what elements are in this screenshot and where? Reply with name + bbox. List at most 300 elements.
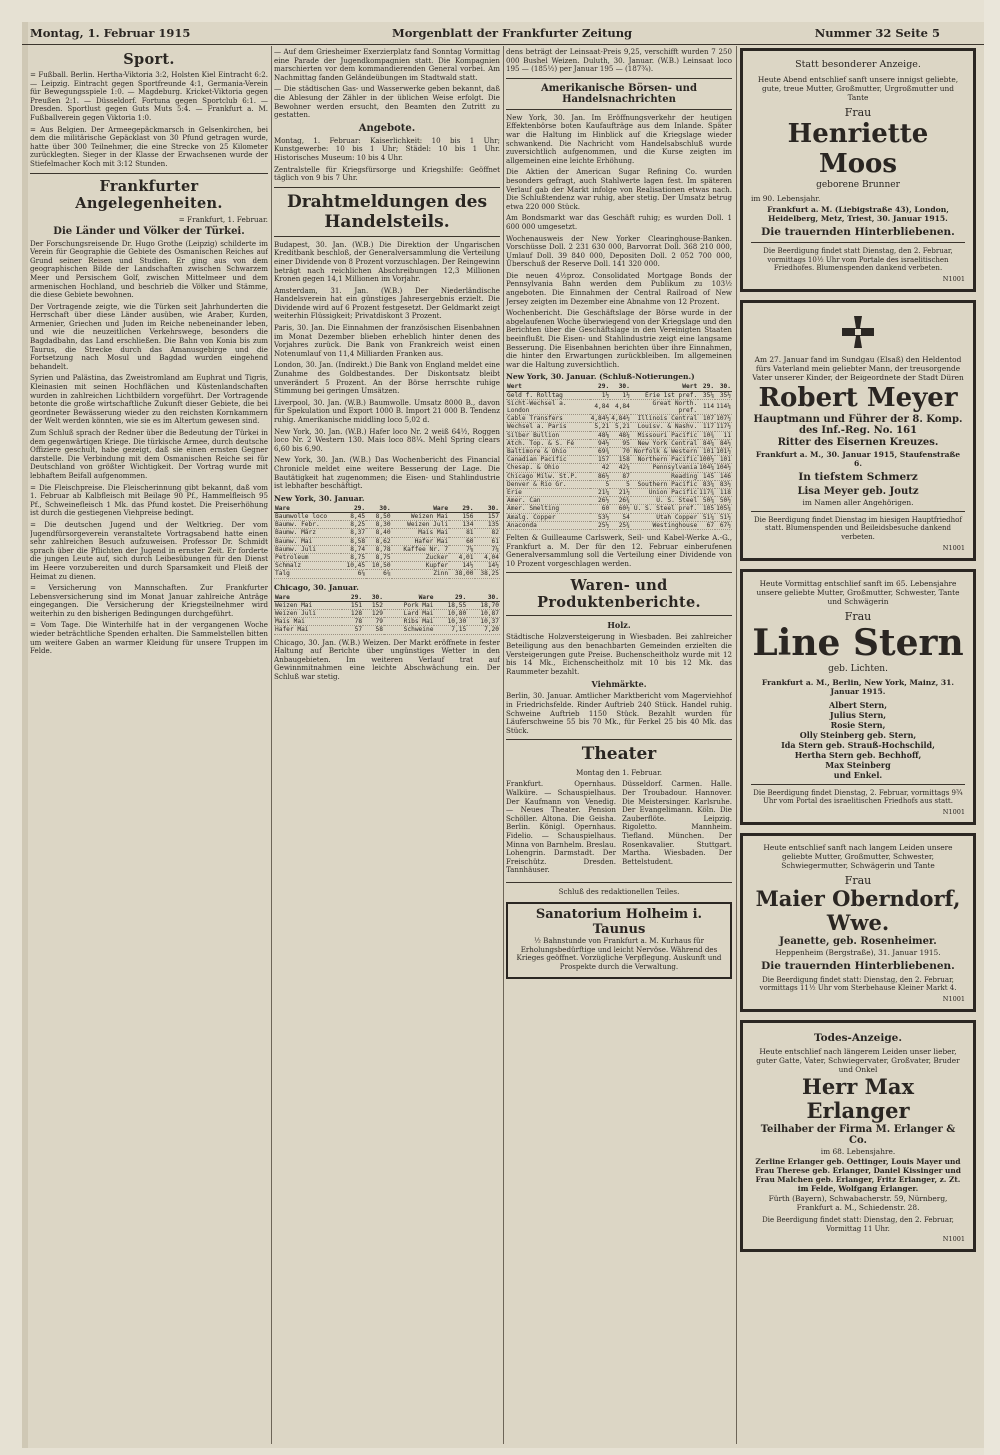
article-paragraph: = Die deutschen Jugend und der Weltkrieg. Der vom Jugendfürsorgeverein veranstaltete Vortragsabend hatte einen sehr zahlreichen Besuch aufzuweisen. Professor Dr. Schmidt sprach über die Pflichten der Jugend in ernster Zeit. Er forderte die jungen Leute auf, sich durch Leibesübungen für den Dienst im Heere vorzubereiten und durch Sparsamkeit und Fleiß der Heimat zu dienen.	[30, 519, 268, 581]
obituary-stern	[740, 569, 976, 825]
table-cell: 7⅛	[449, 545, 474, 553]
table-cell: 18,70	[467, 601, 500, 609]
section-divider	[506, 739, 732, 740]
table-cell: 117	[698, 423, 715, 431]
obituary-intro: Heute Abend entschlief sanft unsere innigst geliebte, gute, treue Mutter, Großmutter, Urgroßmutter und Tante	[757, 75, 959, 102]
article-paragraph: Am Bondsmarkt war das Geschäft ruhig; es wurden Doll. 1 600 000 umgesetzt.	[506, 213, 732, 231]
obituary-name: Robert Meyer	[758, 382, 958, 413]
table-cell: Petroleum	[274, 553, 341, 561]
sport-article: = Fußball. Berlin. Hertha-Viktoria 3:2, Holsten Kiel Eintracht 6:2. — Leipzig. Eintracht gegen Sportfreunde 4:1, Germania-Verein für Bewegungsspiele 1:0. — Magdeburg. Kricket-Viktoria gegen Preußen 2:1. — Düsseldorf. Fortuna gegen Sportclub 6:1. — Dresden. Sportlust gegen Guts Muts 5:4. — Frankfurt a. M. Fußballverein gegen Viktoria 1:0.	[30, 70, 268, 122]
article-paragraph: — Die städtischen Gas- und Wasserwerke geben bekannt, daß die Ablesung der Zähler in der üblichen Weise erfolgt. Die Bewohner werden ersucht, den Beamten den Zutritt zu gestatten.	[274, 84, 500, 120]
table-cell: Talg	[274, 570, 341, 578]
table-cell: Baumw. Juli	[274, 545, 341, 553]
table-cell: 84½	[715, 439, 732, 447]
obituary-meyer	[740, 300, 976, 561]
table-cell: Amer. Can	[506, 497, 590, 505]
table-cell: 7¼	[475, 545, 500, 553]
obituary-header: Statt besonderer Anzeige.	[795, 59, 921, 70]
page-edge	[22, 22, 28, 1448]
table-row	[506, 521, 732, 529]
relative-name: Rosie Stern,	[830, 719, 886, 730]
table-caption: New York, 30. Januar. (Schluß-Notierungen.)	[506, 372, 695, 382]
column-header: 30.	[363, 594, 384, 602]
table-cell: 6⅞	[341, 570, 366, 578]
obituary-relatives: Zerline Erlanger geb. Oettinger, Louis Mayer und Frau Therese geb. Erlanger, Daniel Kissinger und Frau Malchen geb. Erlanger, Fritz Erlanger, z. Zt. im Felde, Wolfgang Erlanger.	[755, 1156, 961, 1193]
table-cell: Weizen Juli	[274, 609, 342, 617]
notices-heading: Angebote.	[358, 122, 416, 134]
obituary-honor: Ritter des Eisernen Kreuzes.	[777, 436, 939, 448]
table-row	[506, 448, 732, 456]
table-cell: 10,50	[366, 562, 391, 570]
table-cell: 10,87	[467, 609, 500, 617]
table-cell: 54	[610, 513, 631, 521]
table-row	[274, 553, 500, 561]
column-obituaries	[740, 48, 976, 1448]
table-cell: 8,74	[341, 545, 366, 553]
table-cell: 35¼	[698, 391, 715, 399]
table-cell: 51½	[715, 513, 732, 521]
stock-quotes-table	[506, 383, 732, 530]
column-rule	[271, 46, 272, 1444]
table-cell: Anaconda	[506, 521, 590, 529]
table-cell: 107	[698, 415, 715, 423]
telegram-item: New York, 30. Jan. (W.B.) Das Wochenbericht des Financial Chronicle meldet eine weitere Besserung der Lage. Die Bautätigkeit hat zugenommen; die Eisen- und Stahlindustrie ist lebhafter beschäftigt.	[274, 455, 500, 491]
obituary-moos	[740, 48, 976, 292]
obituary-intro: Heute Vormittag entschlief sanft im 65. Lebensjahre unsere geliebte Mutter, Großmutter, Schwester, Tante und Schwägerin	[756, 578, 960, 606]
table-cell: 8,78	[366, 545, 391, 553]
table-cell: 10¾	[698, 431, 715, 439]
table-cell: U. S. Steel	[631, 497, 698, 505]
table-cell: 8,58	[341, 537, 366, 545]
table-cell: 84¼	[698, 439, 715, 447]
obituary-family: im Namen aller Angehörigen.	[802, 497, 914, 507]
article-paragraph: = Die Fleischpreise. Die Fleischerinnung gibt bekannt, daß vom 1. Februar ab Kalbfleisch mit Beilage 90 Pf., Hammelfleisch 95 Pf., Schweinefleisch 1 Mk. das Pfund kostet. Die Preiserhöhung ist durch die gestiegenen Viehpreise bedingt.	[30, 482, 268, 518]
newspaper-page	[22, 22, 984, 1448]
article-paragraph: Zum Schluß sprach der Redner über die Bedeutung der Türkei in dem gegenwärtigen Kriege. Die türkische Armee, durch deutsche Offiziere geschult, habe gezeigt, daß sie einen ernsten Gegner darstelle. Die Verbindung mit dem Osmanischen Reiche sei für Deutschland von größter Wichtigkeit. Der Vortrag wurde mit lebhaftem Beifall aufgenommen.	[30, 428, 268, 480]
table-row	[506, 415, 732, 423]
table-cell: 158	[610, 456, 631, 464]
sport-article: = Aus Belgien. Der Armeegepäckmarsch in Gelsenkirchen, bei dem die militärische Gepäcklast von 30 Pfund getragen wurde, hatte über 300 Teilnehmer, die eine Strecke von 25 Kilometer zurücklegten. Sieger in der Klasse der Erwachsenen wurde der Stiefelmacher Koch mit 3:12 Stunden.	[30, 124, 268, 168]
table-cell: Union Pacific	[631, 489, 698, 497]
table-cell: Erie 1st pref.	[631, 391, 698, 399]
obituary-places: Heppenheim (Bergstraße), 31. Januar 1915.	[775, 947, 941, 957]
table-row	[506, 439, 732, 447]
column-header: 29.	[590, 383, 611, 391]
column-header: 30.	[715, 383, 732, 391]
table-cell: 8,45	[341, 512, 366, 520]
column-rule	[736, 46, 737, 1444]
column-header: 29.	[698, 383, 715, 391]
table-cell: 14½	[449, 562, 474, 570]
table-cell: Weizen Juli	[392, 521, 450, 529]
obituary-age: im 90. Lebensjahr.	[751, 194, 821, 203]
table-cell: 146	[715, 472, 732, 480]
section-divider	[274, 187, 500, 188]
table-cell: Great North. pref.	[631, 399, 698, 414]
end-of-editorial: Schluß des redaktionellen Teiles.	[558, 886, 680, 896]
table-cell: 156	[449, 512, 474, 520]
telegram-item: Budapest, 30. Jan. (W.B.) Die Direktion der Ungarischen Kreditbank beschloß, der Generalversammlung die Verteilung einer Dividende von 8 Prozent vorzuschlagen. Der Reingewinn beträgt nach reichlichen Abschreibungen 12,3 Millionen Kronen gegen 14,1 Millionen im Vorjahr.	[274, 239, 500, 284]
page-margin	[984, 0, 1000, 1455]
table-cell: 83¼	[698, 480, 715, 488]
table-cell: 18,55	[434, 601, 467, 609]
table-cell: 38,25	[475, 570, 500, 578]
table-row	[506, 505, 732, 513]
subsection-heading: Holz.	[607, 620, 631, 631]
table-cell: 157	[590, 456, 611, 464]
table-cell: 114¼	[715, 399, 732, 414]
table-cell: 8,75	[341, 553, 366, 561]
article-paragraph: Berlin, 30. Januar. Amtlicher Marktbericht vom Magerviehhof in Friedrichsfelde. Rinder Auftrieb 240 Stück. Handel ruhig. Schweine Auftrieb 1150 Stück. Bezahlt wurden für Läuferschweine 55 bis 70 Mk., für Ferkel 25 bis 40 Mk. das Stück.	[506, 691, 732, 735]
table-cell: 7,15	[434, 626, 467, 634]
obituary-birthname: Jeanette, geb. Rosenheimer.	[779, 935, 937, 947]
table-cell: Baltimore & Ohio	[506, 448, 590, 456]
obituary-erlanger	[740, 1020, 976, 1252]
table-row	[274, 545, 500, 553]
table-cell: 117½	[716, 423, 731, 431]
table-cell: Amalg. Copper	[506, 513, 590, 521]
table-cell: 94½	[590, 439, 611, 447]
table-cell: 57	[342, 626, 363, 634]
table-row	[274, 537, 500, 545]
table-cell: 105¼	[716, 505, 731, 513]
table-cell: 101½	[716, 448, 731, 456]
article-headline: Die Länder und Völker der Türkei.	[53, 225, 245, 237]
article-paragraph: dens beträgt der Leinsaat-Preis 9,25, verschifft wurden 7 250 000 Bushel Weizen. Duluth, 30. Januar. (W.B.) Leinsaat loco 195 — (185½) per Januar 195 — (187¾).	[506, 48, 732, 74]
table-cell: 100½	[699, 456, 715, 464]
table-cell: 151	[342, 601, 363, 609]
telegrams-heading: Drahtmeldungen des Handelsteils.	[286, 191, 488, 232]
table-cell: 10,80	[434, 609, 467, 617]
table-cell: 5	[590, 480, 611, 488]
table-cell: Baumw. März	[274, 529, 341, 537]
obituary-birthname: geb. Lichten.	[828, 663, 888, 674]
table-cell: Louisv. & Nashv.	[631, 423, 698, 431]
local-news-heading: Frankfurter Angelegenheiten.	[75, 177, 223, 212]
table-cell: 60½	[610, 505, 631, 513]
table-cell: 5,21	[610, 423, 631, 431]
table-cell: 61	[475, 537, 500, 545]
table-cell: 4,84½	[611, 415, 630, 423]
table-cell: Westinghouse	[631, 521, 698, 529]
table-cell: Pennsylvania	[631, 464, 698, 472]
column-header: 30.	[475, 505, 500, 513]
column-header: 29.	[449, 505, 474, 513]
table-cell: Reading	[631, 472, 698, 480]
relative-name: Hertha Stern geb. Bechhoff,	[794, 749, 922, 760]
obituary-relatives	[751, 700, 965, 780]
table-cell: Chicago Milw. St.P.	[506, 472, 590, 480]
table-row	[506, 423, 732, 431]
table-cell: Denver & Rio Gr.	[506, 480, 590, 488]
theater-list: Frankfurt. Opernhaus. Walküre. — Schauspielhaus. Der Kaufmann von Venedig. — Neues Theater. Pension Schöller. Altona. Die Geisha. Berlin. Königl. Opernhaus. Fidelio. — Schauspielhaus. Minna von Barnhelm. Breslau. Lohengrin. Darmstadt. Der Freischütz. Dresden. Tannhäuser.	[506, 779, 616, 875]
table-row	[506, 464, 732, 472]
table-cell: 38,00	[449, 570, 474, 578]
obituary-funeral-info: Die Beerdigung findet statt Dienstag, den 2. Februar, vormittags 10½ Uhr vom Portale des israelitischen Friedhofes. Blumenspenden dankend verbeten.	[763, 247, 953, 273]
obituary-title: Frau	[844, 873, 872, 887]
table-cell: 58	[363, 626, 384, 634]
table-cell: Utah Copper	[631, 513, 698, 521]
obituary-funeral-info: Die Beerdigung findet statt: Dienstag, den 2. Februar, vormittags 11½ Uhr vom Sterbehause Kleiner Markt 4.	[759, 975, 957, 993]
obituary-mourners: Die trauernden Hinterbliebenen.	[761, 226, 955, 238]
table-cell: Illinois Central	[631, 415, 698, 423]
column-header: 30.	[366, 505, 391, 513]
table-header-row	[506, 383, 732, 391]
table-cell: 79	[363, 618, 384, 626]
table-cell: Ribs Mai	[384, 618, 434, 626]
table-cell: Weizen Mai	[274, 601, 342, 609]
table-cell: 4,04	[475, 553, 500, 561]
table-cell: Baumwolle loco	[274, 512, 341, 520]
table-row	[506, 472, 732, 480]
table-cell: 53½	[590, 513, 611, 521]
table-cell: Mais Mai	[274, 618, 342, 626]
american-markets-heading: Amerikanische Börsen- und Handelsnachrichten	[541, 82, 697, 105]
table-cell: New York Central	[631, 439, 698, 447]
table-cell: 8,37	[341, 529, 366, 537]
telegram-item: Amsterdam, 31. Jan. (W.B.) Der Niederländische Handelsverein hat ein günstiges Jahresergebnis erzielt. Die Dividende wird auf 6 Prozent festgesetzt. Der Geldmarkt zeigt weiterhin Flüssigkeit; Privatdiskont 3 Prozent.	[274, 285, 500, 321]
table-row	[506, 497, 732, 505]
table-cell: 4,01	[449, 553, 474, 561]
column-commerce-telegrams	[274, 48, 500, 1448]
ad-code: N1001	[942, 807, 965, 816]
table-cell: 48⅛	[590, 431, 611, 439]
table-cell: Chesap. & Ohio	[506, 464, 590, 472]
obituary-mourners: Die trauernden Hinterbliebenen.	[761, 959, 955, 972]
table-cell: Hafer Mai	[392, 537, 450, 545]
column-american-markets	[506, 48, 732, 1448]
theater-list: Düsseldorf. Carmen. Halle. Der Troubadour. Hannover. Die Meistersinger. Karlsruhe. Der Evangelimann. Köln. Die Zauberflöte. Leipzig. Rigoletto. Mannheim. Tiefland. München. Der Rosenkavalier. Stuttgart. Martha. Wiesbaden. Der Bettelstudent.	[622, 779, 732, 866]
table-cell: Erie	[506, 489, 590, 497]
relative-name: Julius Stern,	[829, 709, 887, 720]
table-caption: New York, 30. Januar.	[274, 493, 365, 503]
table-row	[274, 521, 500, 529]
table-cell: 14½	[475, 562, 500, 570]
table-cell: 129	[363, 609, 384, 617]
table-cell: Norfolk & Western	[631, 448, 698, 456]
table-cell: 104½	[716, 464, 731, 472]
masthead-title: Morgenblatt der Frankfurter Zeitung	[392, 26, 633, 40]
table-cell: 26½	[590, 497, 611, 505]
table-row	[506, 480, 732, 488]
column-header: 29.	[342, 594, 363, 602]
obituary-funeral-info: Die Beerdigung findet Dienstag, 2. Februar, vormittags 9¾ Uhr vom Portal des israelitischen Friedhofs aus statt.	[753, 788, 963, 806]
table-cell: 128	[342, 609, 363, 617]
column-header: Wert	[631, 383, 698, 391]
section-divider	[274, 236, 500, 237]
obituary-rank: Hauptmann und Führer der 8. Komp. des Inf.-Reg. No. 161	[753, 413, 963, 436]
table-header-row	[274, 594, 500, 602]
table-cell: Northern Pacific	[631, 456, 698, 464]
table-caption: Chicago, 30. Januar.	[274, 582, 359, 592]
article-paragraph: — Auf dem Griesheimer Exerzierplatz fand Sonntag Vormittag eine Parade der Jugendkompagnien statt. Die Kompagnien marschierten vor dem kommandierenden General vorbei. Am Nachmittag fanden Geländeübungen im Stadtwald statt.	[274, 48, 500, 82]
article-paragraph: Die neuen 4½proz. Consolidated Mortgage Bonds der Pennsylvania Bahn werden dem Publikum zu 103½ angeboten. Die Einnahmen der Central Railroad of New Jersey zeigten im Dezember eine Abnahme von 12 Prozent.	[506, 270, 732, 306]
article-paragraph: Felten & Guilleaume Carlswerk, Seil- und Kabel-Werke A.-G., Frankfurt a. M. Der für den 12. Februar einberufenen Generalversammlung soll die Verteilung einer Dividende von 10 Prozent vorgeschlagen werden.	[506, 533, 732, 568]
table-row	[274, 601, 500, 609]
table-cell: 86½	[590, 472, 611, 480]
table-cell: 82	[475, 529, 500, 537]
table-cell: 6⅞	[366, 570, 391, 578]
obituary-age: im 68. Lebensjahre.	[820, 1146, 896, 1156]
table-row	[274, 562, 500, 570]
article-paragraph: New York, 30. Jan. Im Eröffnungsverkehr der heutigen Effektenbörse boten Kaufaufträge aus dem Inlande. Später war die Haltung im Hinblick auf die Kriegslage wieder schwankend. Die Nachricht vom Handelsabschluß wurde zuversichtlich aufgenommen, und die Kurse zeigten im allgemeinen eine leichte Erhöhung.	[506, 112, 732, 165]
table-cell: 21¼	[590, 489, 611, 497]
article-paragraph: Wochenausweis der New Yorker Clearinghouse-Banken. Vorschüsse Doll. 2 231 630 000, Barvorrat Doll. 368 210 000, Umlauf Doll. 39 840 000, Depositen Doll. 2 052 700 000, Überschuß der Reserve Doll. 141 320 000.	[506, 233, 732, 269]
table-cell: 104¼	[699, 464, 715, 472]
obituary-funeral-info: Die Beerdigung findet Dienstag im hiesigen Hauptfriedhof statt. Blumenspenden und Beileidsbesuche dankend verbeten.	[754, 515, 962, 541]
table-cell: Lard Mai	[384, 609, 434, 617]
table-cell: 50¼	[698, 497, 715, 505]
section-divider	[751, 511, 965, 512]
table-cell: 67	[698, 521, 715, 529]
table-cell: Geld f. Rolltag	[506, 391, 590, 399]
masthead	[22, 22, 984, 45]
table-cell: 78	[342, 618, 363, 626]
table-cell: Kupfer	[392, 562, 450, 570]
article-paragraph: Die Aktien der American Sugar Refining Co. wurden besonders gefragt, auch Stahlwerte lagen fest. Im späteren Verlauf gab der Markt infolge von Realisationen etwas nach. Die Schlußtendenz war ruhig, aber stetig. Der Umsatz betrug etwa 220 000 Stück.	[506, 167, 732, 211]
table-cell: 51¼	[698, 513, 715, 521]
table-cell: 83½	[715, 480, 732, 488]
section-divider	[30, 173, 268, 174]
column-header: Ware	[384, 594, 434, 602]
obituary-oberndorf	[740, 833, 976, 1012]
obituary-places: Frankfurt a. M., Berlin, New York, Mainz, 31. Januar 1915.	[761, 677, 955, 696]
table-cell: Baumw. Febr.	[274, 521, 341, 529]
table-cell: 42	[590, 464, 611, 472]
section-divider	[506, 615, 732, 616]
theater-listings	[506, 780, 732, 878]
notice-text: Montag, 1. Februar: Kaiserlichkeit: 10 bis 1 Uhr; Kunstgewerbe: 10 bis 1 Uhr; Städel: 10 bis 1 Uhr. Historisches Museum: 10 bis 4 Uhr.	[274, 135, 500, 162]
table-cell: 10,30	[434, 618, 467, 626]
table-cell: Zinn	[392, 570, 450, 578]
article-paragraph: = Vom Tage. Die Winterhilfe hat in der vergangenen Woche wieder beträchtliche Spenden erhalten. Die Sammelstellen bitten um weitere Gaben an warmer Kleidung für unsere Truppen im Felde.	[30, 620, 268, 656]
telegram-item: Liverpool, 30. Jan. (W.B.) Baumwolle. Umsatz 8000 B., davon für Spekulation und Export 1000 B. Import 21 000 B. Tendenz ruhig. Amerikanische middling loco 5,02 d.	[274, 397, 500, 424]
article-paragraph: Der Vortragende zeigte, wie die Türken seit Jahrhunderten die Herrschaft über diese Länder ausüben, wie Araber, Kurden, Armenier, Griechen und Juden im Reiche nebeneinander leben, und wie die neuzeitlichen Verkehrswege, besonders die Bagdadbahn, das Land erschließen. Die Bahn von Konia bis zum Taurus, die Strecke durch das Amanusgebirge und die Fortsetzung nach Mosul und Bagdad wurden eingehend behandelt.	[30, 301, 268, 371]
table-cell: 67½	[715, 521, 732, 529]
table-row	[274, 609, 500, 617]
table-cell: 8,75	[366, 553, 391, 561]
column-header: 29.	[341, 505, 366, 513]
table-cell: 5,21	[590, 423, 611, 431]
table-cell: 1½	[610, 391, 631, 399]
obituary-birthname: geborene Brunner	[816, 180, 900, 190]
obituary-places: Frankfurt a. M. (Liebigstraße 43), London, Heidelberg, Metz, Triest, 30. Januar 1915.	[767, 205, 949, 223]
obituary-name: Maier Oberndorf, Wwe.	[755, 885, 961, 935]
table-cell: 50½	[715, 497, 732, 505]
obituary-name: Herr Max Erlanger	[801, 1073, 914, 1123]
table-cell: 26¾	[610, 497, 631, 505]
sanatorium-title: Sanatorium Holheim i. Taunus	[535, 906, 703, 937]
relative-name: Olly Steinberg geb. Stern,	[799, 729, 917, 740]
table-cell: 4,84	[590, 399, 611, 414]
table-cell: Cable Transfers	[506, 415, 590, 423]
section-divider	[506, 882, 732, 883]
sport-heading: Sport.	[123, 51, 175, 68]
table-cell: 101	[698, 448, 715, 456]
table-cell: 8,40	[366, 529, 391, 537]
ad-code: N1001	[942, 274, 965, 283]
column-rule	[503, 46, 504, 1444]
table-cell: 10,45	[341, 562, 366, 570]
table-row	[274, 570, 500, 578]
obituary-funeral-info: Die Beerdigung findet statt: Dienstag, den 2. Februar, Vormittag 11 Uhr.	[762, 1215, 954, 1233]
iron-cross-icon	[839, 313, 877, 351]
table-cell: 7,20	[467, 626, 500, 634]
ad-code: N1001	[942, 543, 965, 552]
table-cell: Southern Pacific	[631, 480, 698, 488]
obituary-grief: In tiefstem Schmerz	[798, 470, 918, 483]
table-cell: 118	[715, 489, 732, 497]
masthead-date: Montag, 1. Februar 1915	[30, 26, 191, 40]
table-cell: 10,37	[467, 618, 500, 626]
table-cell: 117¾	[699, 489, 715, 497]
table-cell: Kaffee Nr. 7	[392, 545, 450, 553]
table-cell: 157	[475, 512, 500, 520]
relative-name: und Enkel.	[833, 769, 883, 780]
table-cell: Sicht-Wechsel a. London	[506, 399, 590, 414]
relative-name: Ida Stern geb. Strauß-Hochschild,	[781, 739, 935, 750]
table-row	[274, 626, 500, 634]
table-cell: 8,30	[366, 521, 391, 529]
table-cell: 8,25	[341, 521, 366, 529]
table-cell: Schmalz	[274, 562, 341, 570]
table-row	[506, 431, 732, 439]
table-cell: Pork Mai	[384, 601, 434, 609]
table-cell: 1½	[590, 391, 611, 399]
telegram-item: Paris, 30. Jan. Die Einnahmen der französischen Eisenbahnen im Monat Dezember blieben erheblich hinter denen des Vorjahres zurück. Die Bank von Frankreich weist einen Notenumlauf von 11,4 Milliarden Franken aus.	[274, 323, 500, 358]
article-paragraph: = Versicherung von Mannschaften. Zur Frankfurter Lebensversicherung sind im Monat Januar zahlreiche Anträge eingegangen. Die Versicherung der Kriegsteilnehmer wird weiterhin zu den bisherigen Bedingungen durchgeführt.	[30, 583, 268, 618]
table-cell: 21½	[610, 489, 631, 497]
table-cell: Missouri Pacific	[631, 431, 698, 439]
table-cell: Weizen Mai	[392, 512, 450, 520]
column-header: Ware	[274, 505, 341, 513]
obituary-firm: Teilhaber der Firma M. Erlanger & Co.	[760, 1123, 956, 1146]
obituary-header: Todes-Anzeige.	[814, 1031, 902, 1044]
table-row	[274, 529, 500, 537]
obituary-intro: Heute entschlief sanft nach langem Leiden unsere geliebte Mutter, Großmutter, Schwester, Schwiegermutter, Schwägerin und Tante	[763, 842, 953, 870]
obituary-places: Fürth (Bayern), Schwabacherstr. 59, Nürnberg, Frankfurt a. M., Schiedenstr. 28.	[768, 1193, 948, 1212]
table-cell: 105	[698, 505, 715, 513]
table-header-row	[274, 505, 500, 513]
table-cell: 101	[715, 456, 732, 464]
column-header: Ware	[392, 505, 450, 513]
ad-code: N1001	[942, 1235, 965, 1244]
table-cell: 60	[590, 505, 611, 513]
table-cell: 25½	[590, 521, 611, 529]
table-cell: 87	[610, 472, 631, 480]
table-cell: Schweine	[384, 626, 434, 634]
notice-text: Zentralstelle für Kriegsfürsorge und Kriegshilfe: Geöffnet täglich von 9 bis 7 Uhr.	[274, 164, 500, 183]
obituary-intro: Am 27. Januar fand im Sundgau (Elsaß) den Heldentod fürs Vaterland mein geliebter Mann, der treusorgende Vater unserer Kinder, der Beigeordnete der Stadt Düren	[752, 354, 964, 382]
table-cell: 11	[715, 431, 732, 439]
table-row	[274, 618, 500, 626]
table-row	[506, 391, 732, 399]
section-divider	[751, 242, 965, 243]
table-cell: Amer. Smelting	[506, 505, 590, 513]
telegram-item: New York, 30. Jan. (W.B.) Hafer loco Nr. 2 weiß 64½, Roggen loco Nr. 2 Western 130. Mais loco 88¼. Mehl Spring clears 6,60 bis 6,90.	[274, 426, 500, 453]
obituary-widow: Lisa Meyer geb. Joutz	[797, 485, 919, 497]
obituary-name: Henriette Moos	[787, 119, 929, 179]
obituary-title: Frau	[844, 106, 872, 119]
table-cell: U. S. Steel pref.	[631, 505, 698, 513]
sanatorium-text: ½ Bahnstunde von Frankfurt a. M. Kurhaus für Erholungsbedürftige und leicht Nervöse. Während des Krieges geöffnet. Vorzügliche Verpflegung. Auskunft und Prospekte durch die Verwaltung.	[516, 935, 722, 971]
table-cell: Mais Mai	[392, 529, 450, 537]
table-cell: 135	[475, 521, 500, 529]
article-paragraph: Wochenbericht. Die Geschäftslage der Börse wurde in der abgelaufenen Woche überwiegend von der Kriegslage und den Berichten über die Geschäftslage in den Vereinigten Staaten beeinflußt. Die Eisen- und Stahlindustrie zeigt eine langsame Besserung. Die Eisenbahnen berichten über ihre Einnahmen, die hinter den Erwartungen zurückbleiben. Im allgemeinen war die Haltung zuversichtlich.	[506, 308, 732, 369]
obituary-name: Line Stern	[752, 621, 964, 664]
table-cell: 35½	[715, 391, 732, 399]
table-cell: 48¼	[610, 431, 631, 439]
